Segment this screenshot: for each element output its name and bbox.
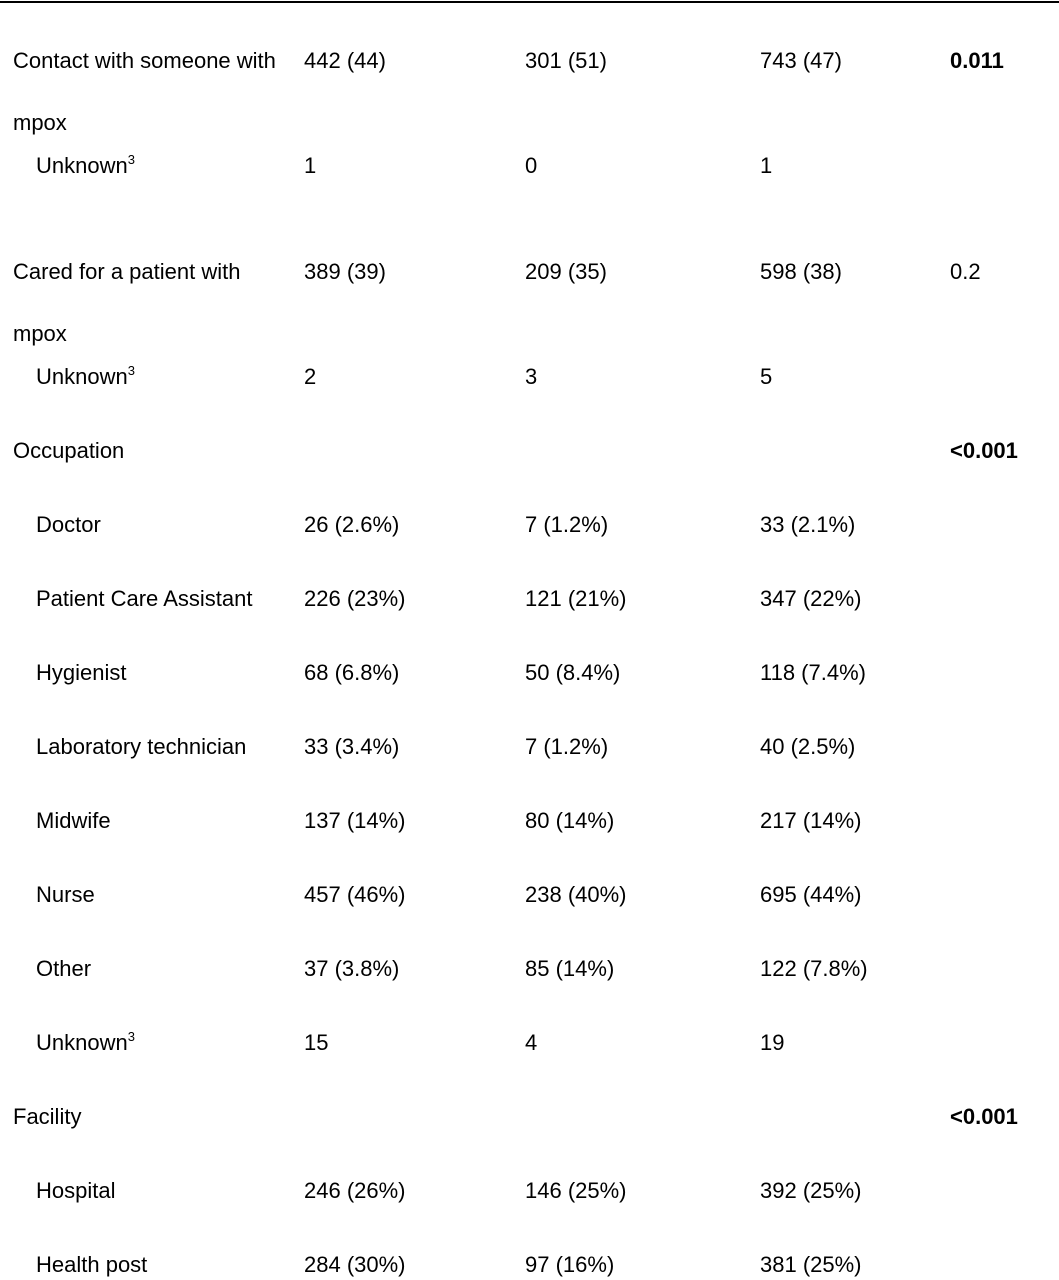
- cell-col2: 121 (21%): [525, 586, 627, 611]
- row-label-text: Unknown: [36, 364, 128, 389]
- cell-col3: 743 (47): [760, 48, 842, 73]
- cell-col1: 15: [304, 1030, 329, 1055]
- cell-col3: 347 (22%): [760, 586, 862, 611]
- row-label: Cared for a patient with mpox: [13, 259, 241, 346]
- cell-col1: 284 (30%): [304, 1252, 406, 1277]
- cell-p-value: <0.001: [950, 1104, 1018, 1129]
- cell-p-value: 0.2: [950, 259, 981, 284]
- cell-col1: 226 (23%): [304, 586, 406, 611]
- row-label: Other: [36, 956, 92, 981]
- cell-col1: 26 (2.6%): [304, 512, 400, 537]
- cell-col1: 457 (46%): [304, 882, 406, 907]
- row-label: Hospital: [36, 1178, 116, 1203]
- cell-col3: 122 (7.8%): [760, 956, 868, 981]
- cell-col1: 2: [304, 364, 317, 389]
- cell-col2: 209 (35): [525, 259, 607, 284]
- cell-col2: 85 (14%): [525, 956, 615, 981]
- cell-col2: 4: [525, 1030, 538, 1055]
- row-label: Nurse: [36, 882, 95, 907]
- cell-col3: 40 (2.5%): [760, 734, 856, 759]
- row-label: Midwife: [36, 808, 111, 833]
- row-label: [36, 153, 135, 179]
- cell-col1: 1: [304, 153, 317, 178]
- cell-col3: 1: [760, 153, 773, 178]
- cell-col2: 50 (8.4%): [525, 660, 621, 685]
- cell-col2: 3: [525, 364, 538, 389]
- table-top-rule: [0, 1, 1059, 3]
- cell-col3: 217 (14%): [760, 808, 862, 833]
- cell-col2: 80 (14%): [525, 808, 615, 833]
- cell-col2: 7 (1.2%): [525, 512, 609, 537]
- cell-col1: 137 (14%): [304, 808, 406, 833]
- section-label: Facility: [13, 1104, 82, 1129]
- cell-col1: 37 (3.8%): [304, 956, 400, 981]
- row-label: Health post: [36, 1252, 148, 1277]
- row-label: Hygienist: [36, 660, 127, 685]
- row-label: Doctor: [36, 512, 101, 537]
- cell-p-value: <0.001: [950, 438, 1018, 463]
- row-label: [36, 1030, 135, 1056]
- cell-col3: 19: [760, 1030, 785, 1055]
- cell-col3: 598 (38): [760, 259, 842, 284]
- cell-col3: 118 (7.4%): [760, 660, 866, 685]
- cell-col1: 33 (3.4%): [304, 734, 400, 759]
- row-label-text: Unknown: [36, 153, 128, 178]
- cell-col1: 68 (6.8%): [304, 660, 400, 685]
- cell-col1: 389 (39): [304, 259, 386, 284]
- footnote-marker: 3: [127, 1029, 135, 1044]
- row-label: Patient Care Assistant: [36, 586, 253, 611]
- cell-col3: 33 (2.1%): [760, 512, 856, 537]
- cell-col3: 381 (25%): [760, 1252, 862, 1277]
- cell-col2: 0: [525, 153, 538, 178]
- row-label-text: Unknown: [36, 1030, 128, 1055]
- cell-col2: 7 (1.2%): [525, 734, 609, 759]
- cell-col2: 97 (16%): [525, 1252, 615, 1277]
- cell-col2: 238 (40%): [525, 882, 627, 907]
- row-label: Contact with someone with mpox: [13, 48, 276, 135]
- cell-col3: 392 (25%): [760, 1178, 862, 1203]
- footnote-marker: 3: [127, 363, 135, 378]
- footnote-marker: 3: [127, 152, 135, 167]
- row-label: [36, 364, 135, 390]
- cell-col1: 246 (26%): [304, 1178, 406, 1203]
- cell-col2: 146 (25%): [525, 1178, 627, 1203]
- section-label: Occupation: [13, 438, 125, 463]
- row-label: Laboratory technician: [36, 734, 247, 759]
- cell-col1: 442 (44): [304, 48, 386, 73]
- cell-p-value: 0.011: [950, 48, 1004, 73]
- cell-col2: 301 (51): [525, 48, 607, 73]
- cell-col3: 5: [760, 364, 773, 389]
- cell-col3: 695 (44%): [760, 882, 862, 907]
